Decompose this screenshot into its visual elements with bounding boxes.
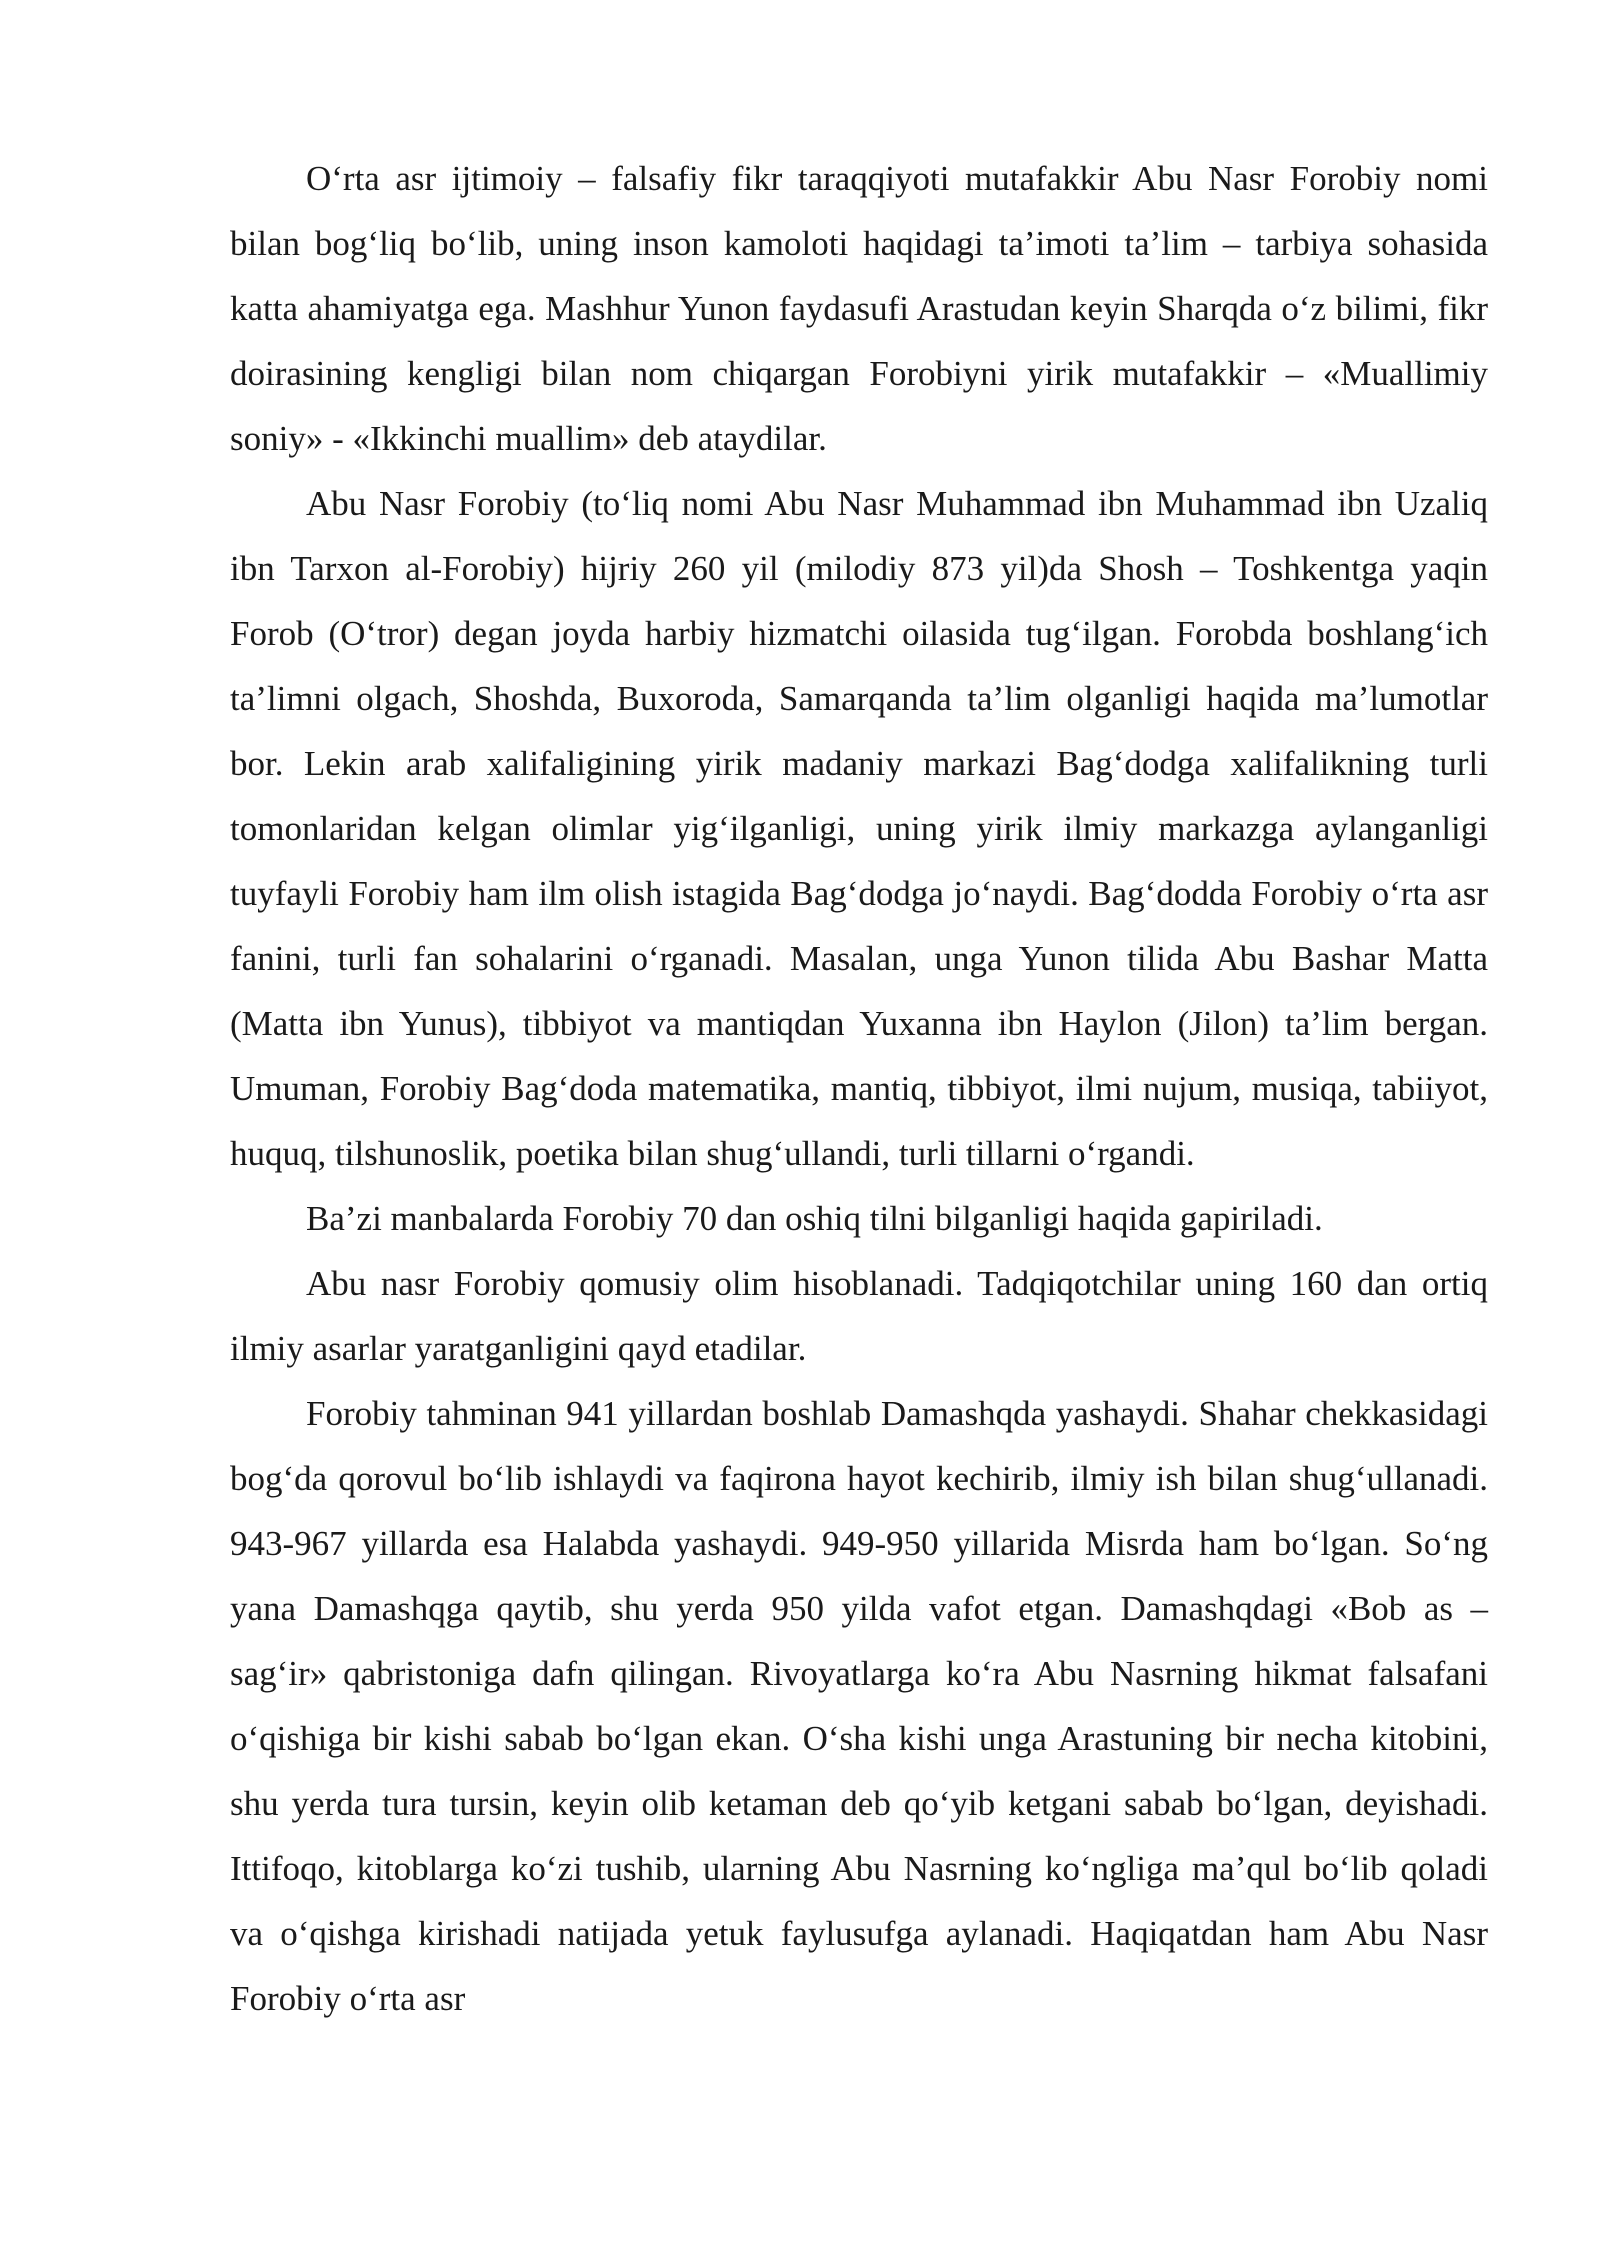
paragraph-works: Abu nasr Forobiy qomusiy olim hisoblanadi. Tadqiqotchilar uning 160 dan ortiq ilmiy asarlar yaratganligini qayd etadilar. <box>230 1264 1488 1368</box>
paragraph-languages: Ba’zi manbalarda Forobiy 70 dan oshiq tilni bilganligi haqida gapiriladi. <box>306 1199 1323 1238</box>
paragraph-damascus: Forobiy tahminan 941 yillardan boshlab Damashqda yashaydi. Shahar chekkasidagi bog‘da qorovul bo‘lib ishlaydi va faqirona hayot kechirib, ilmiy ish bilan shug‘ullanadi. 943-967 yillarda esa Halabda yashaydi. 949-950 yillarida Misrda ham bo‘lgan. So‘ng yana Damashqga qaytib, shu yerda 950 yilda vafot etgan. Damashqdagi «Bob as – sag‘ir» qabristoniga dafn qilingan. Rivoyatlarga ko‘ra Abu Nasrning hikmat falsafani o‘qishiga bir kishi sabab bo‘lgan ekan. O‘sha kishi unga Arastuning bir necha kitobini, shu yerda tura tursin, keyin olib ketaman deb qo‘yib ketgani sabab bo‘lgan, deyishadi. Ittifoqo, kitoblarga ko‘zi tushib, ularning Abu Nasrning ko‘ngliga ma’qul bo‘lib qoladi va o‘qishga kirishadi natijada yetuk faylusufga aylanadi. Haqiqatdan ham Abu Nasr Forobiy o‘rta asr <box>230 1394 1488 2018</box>
document-page <box>230 146 1488 2031</box>
paragraph-biography: Abu Nasr Forobiy (to‘liq nomi Abu Nasr Muhammad ibn Muhammad ibn Uzaliq ibn Tarxon al-Forobiy) hijriy 260 yil (milodiy 873 yil)da Shosh – Toshkentga yaqin Forob (O‘tror) degan joyda harbiy hizmatchi oilasida tug‘ilgan. Forobda boshlang‘ich ta’limni olgach, Shoshda, Buxoroda, Samarqanda ta’lim olganligi haqida ma’lumotlar bor. Lekin arab xalifaligining yirik madaniy markazi Bag‘dodga xalifalikning turli tomonlaridan kelgan olimlar yig‘ilganligi, uning yirik ilmiy markazga aylanganligi tuyfayli Forobiy ham ilm olish istagida Bag‘dodga jo‘naydi. Bag‘dodda Forobiy o‘rta asr fanini, turli fan sohalarini o‘rganadi. Masalan, unga Yunon tilida Abu Bashar Matta (Matta ibn Yunus), tibbiyot va mantiqdan Yuxanna ibn Haylon (Jilon) ta’lim bergan. Umuman, Forobiy Bag‘doda matematika, mantiq, tibbiyot, ilmi nujum, musiqa, tabiiyot, huquq, tilshunoslik, poetika bilan shug‘ullandi, turli tillarni o‘rgandi. <box>230 484 1488 1173</box>
paragraph-intro: O‘rta asr ijtimoiy – falsafiy fikr taraqqiyoti mutafakkir Abu Nasr Forobiy nomi bilan bog‘liq bo‘lib, uning inson kamoloti haqidagi ta’imoti ta’lim – tarbiya sohasida katta ahamiyatga ega. Mashhur Yunon faydasufi Arastudan keyin Sharqda o‘z bilimi, fikr doirasining kengligi bilan nom chiqargan Forobiyni yirik mutafakkir – «Muallimiy soniy» - «Ikkinchi muallim» deb ataydilar. <box>230 159 1488 458</box>
